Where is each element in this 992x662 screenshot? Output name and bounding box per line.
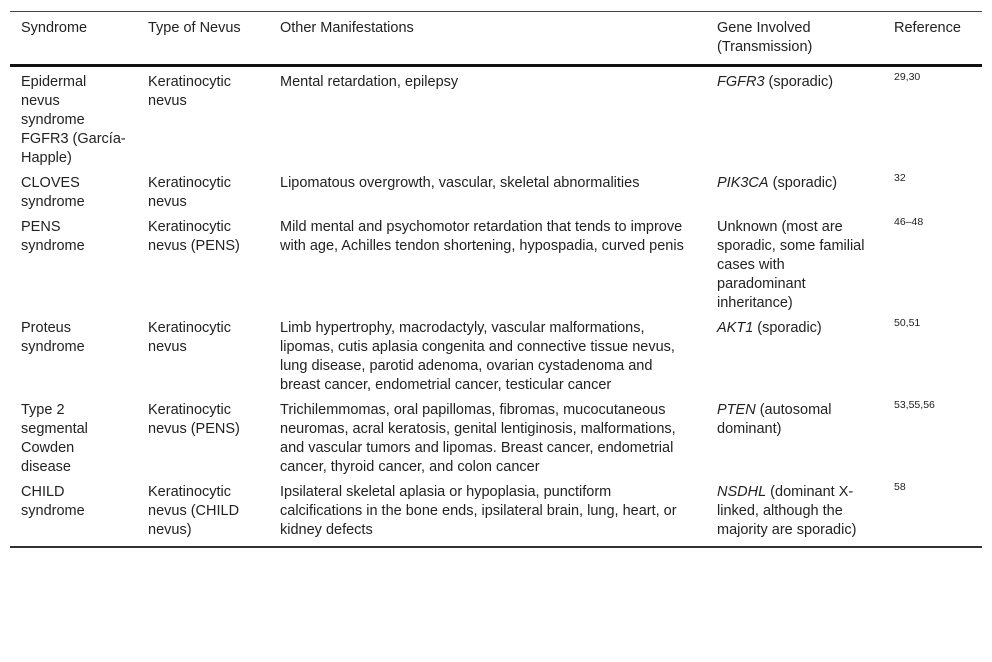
syndromes-table <box>10 11 982 548</box>
cell-nevus: Keratinocytic nevus <box>148 74 232 109</box>
cell-nevus: Keratinocytic nevus (PENS) <box>148 402 240 437</box>
gene-transmission: (autosomal dominant) <box>717 402 832 437</box>
gene-transmission: (sporadic) <box>753 320 822 336</box>
cell-nevus: Keratinocytic nevus <box>148 320 232 355</box>
cell-gene <box>706 395 883 477</box>
cell-syndrome: Type 2 segmental Cowden disease <box>21 402 88 475</box>
cell-gene <box>706 66 883 169</box>
header-gene: Gene Involved (Transmission) <box>717 20 813 55</box>
header-nevus: Type of Nevus <box>148 20 241 36</box>
header-syndrome: Syndrome <box>21 20 88 36</box>
cell-manifestations: Mental retardation, epilepsy <box>280 74 459 90</box>
cell-manifestations: Trichilemmomas, oral papillomas, fibromas, mucocutaneous neuromas, acral keratosis, genital lentiginosis, malformations, and vascular tumors and lipomas. Breast cancer, endometrial cancer, thyroid cancer, and colon cancer <box>280 402 676 475</box>
gene-transmission: (sporadic) <box>768 175 838 191</box>
cell-manifestations: Lipomatous overgrowth, vascular, skeletal abnormalities <box>280 175 640 191</box>
cell-gene <box>706 212 883 313</box>
table-row <box>10 313 982 395</box>
cell-nevus: Keratinocytic nevus (PENS) <box>148 219 240 254</box>
cell-manifestations: Ipsilateral skeletal aplasia or hypoplasia, punctiform calcifications in the bone ends, ipsilateral brain, lung, heart, or kidney defects <box>280 484 677 538</box>
cell-nevus: Keratinocytic nevus (CHILD nevus) <box>148 484 240 538</box>
cell-reference: 53,55,56 <box>894 399 935 411</box>
table-row <box>10 66 982 169</box>
gene-name: FGFR3 <box>717 74 765 90</box>
cell-gene <box>706 313 883 395</box>
cell-gene <box>706 168 883 212</box>
header-manifestations: Other Manifestations <box>280 20 414 36</box>
table-row <box>10 477 982 547</box>
table-row <box>10 395 982 477</box>
cell-reference: 50,51 <box>894 317 921 329</box>
header-reference: Reference <box>894 20 961 36</box>
cell-syndrome: CHILD syndrome <box>21 484 85 519</box>
cell-reference: 32 <box>894 172 906 184</box>
cell-syndrome: Epidermal nevus syndrome FGFR3 (García-Happle) <box>21 74 126 166</box>
gene-name: PIK3CA <box>717 175 769 191</box>
cell-reference: 58 <box>894 481 906 493</box>
cell-syndrome: Proteus syndrome <box>21 320 85 355</box>
cell-manifestations: Limb hypertrophy, macrodactyly, vascular malformations, lipomas, cutis aplasia congenita and connective tissue nevus, lung disease, parotid adenoma, ovarian cystadenoma and breast cancer, endometrial cancer, testicular cancer <box>280 320 675 393</box>
gene-transmission: (dominant X-linked, although the majority are sporadic) <box>717 484 857 538</box>
table-row <box>10 168 982 212</box>
gene-name: AKT1 <box>717 320 754 336</box>
header-row <box>10 12 982 66</box>
gene-name: PTEN <box>717 402 756 418</box>
cell-syndrome: PENS syndrome <box>21 219 85 254</box>
gene-transmission: (sporadic) <box>764 74 834 90</box>
cell-reference: 46–48 <box>894 216 924 228</box>
cell-gene <box>706 477 883 547</box>
cell-reference: 29,30 <box>894 71 921 83</box>
cell-syndrome: CLOVES syndrome <box>21 175 85 210</box>
gene-transmission: Unknown (most are sporadic, some familial cases with paradominant inheritance) <box>717 219 865 311</box>
table-row <box>10 212 982 313</box>
gene-name: NSDHL <box>717 484 767 500</box>
cell-manifestations: Mild mental and psychomotor retardation that tends to improve with age, Achilles tendon shortening, hypospadia, curved penis <box>280 219 684 254</box>
cell-nevus: Keratinocytic nevus <box>148 175 232 210</box>
